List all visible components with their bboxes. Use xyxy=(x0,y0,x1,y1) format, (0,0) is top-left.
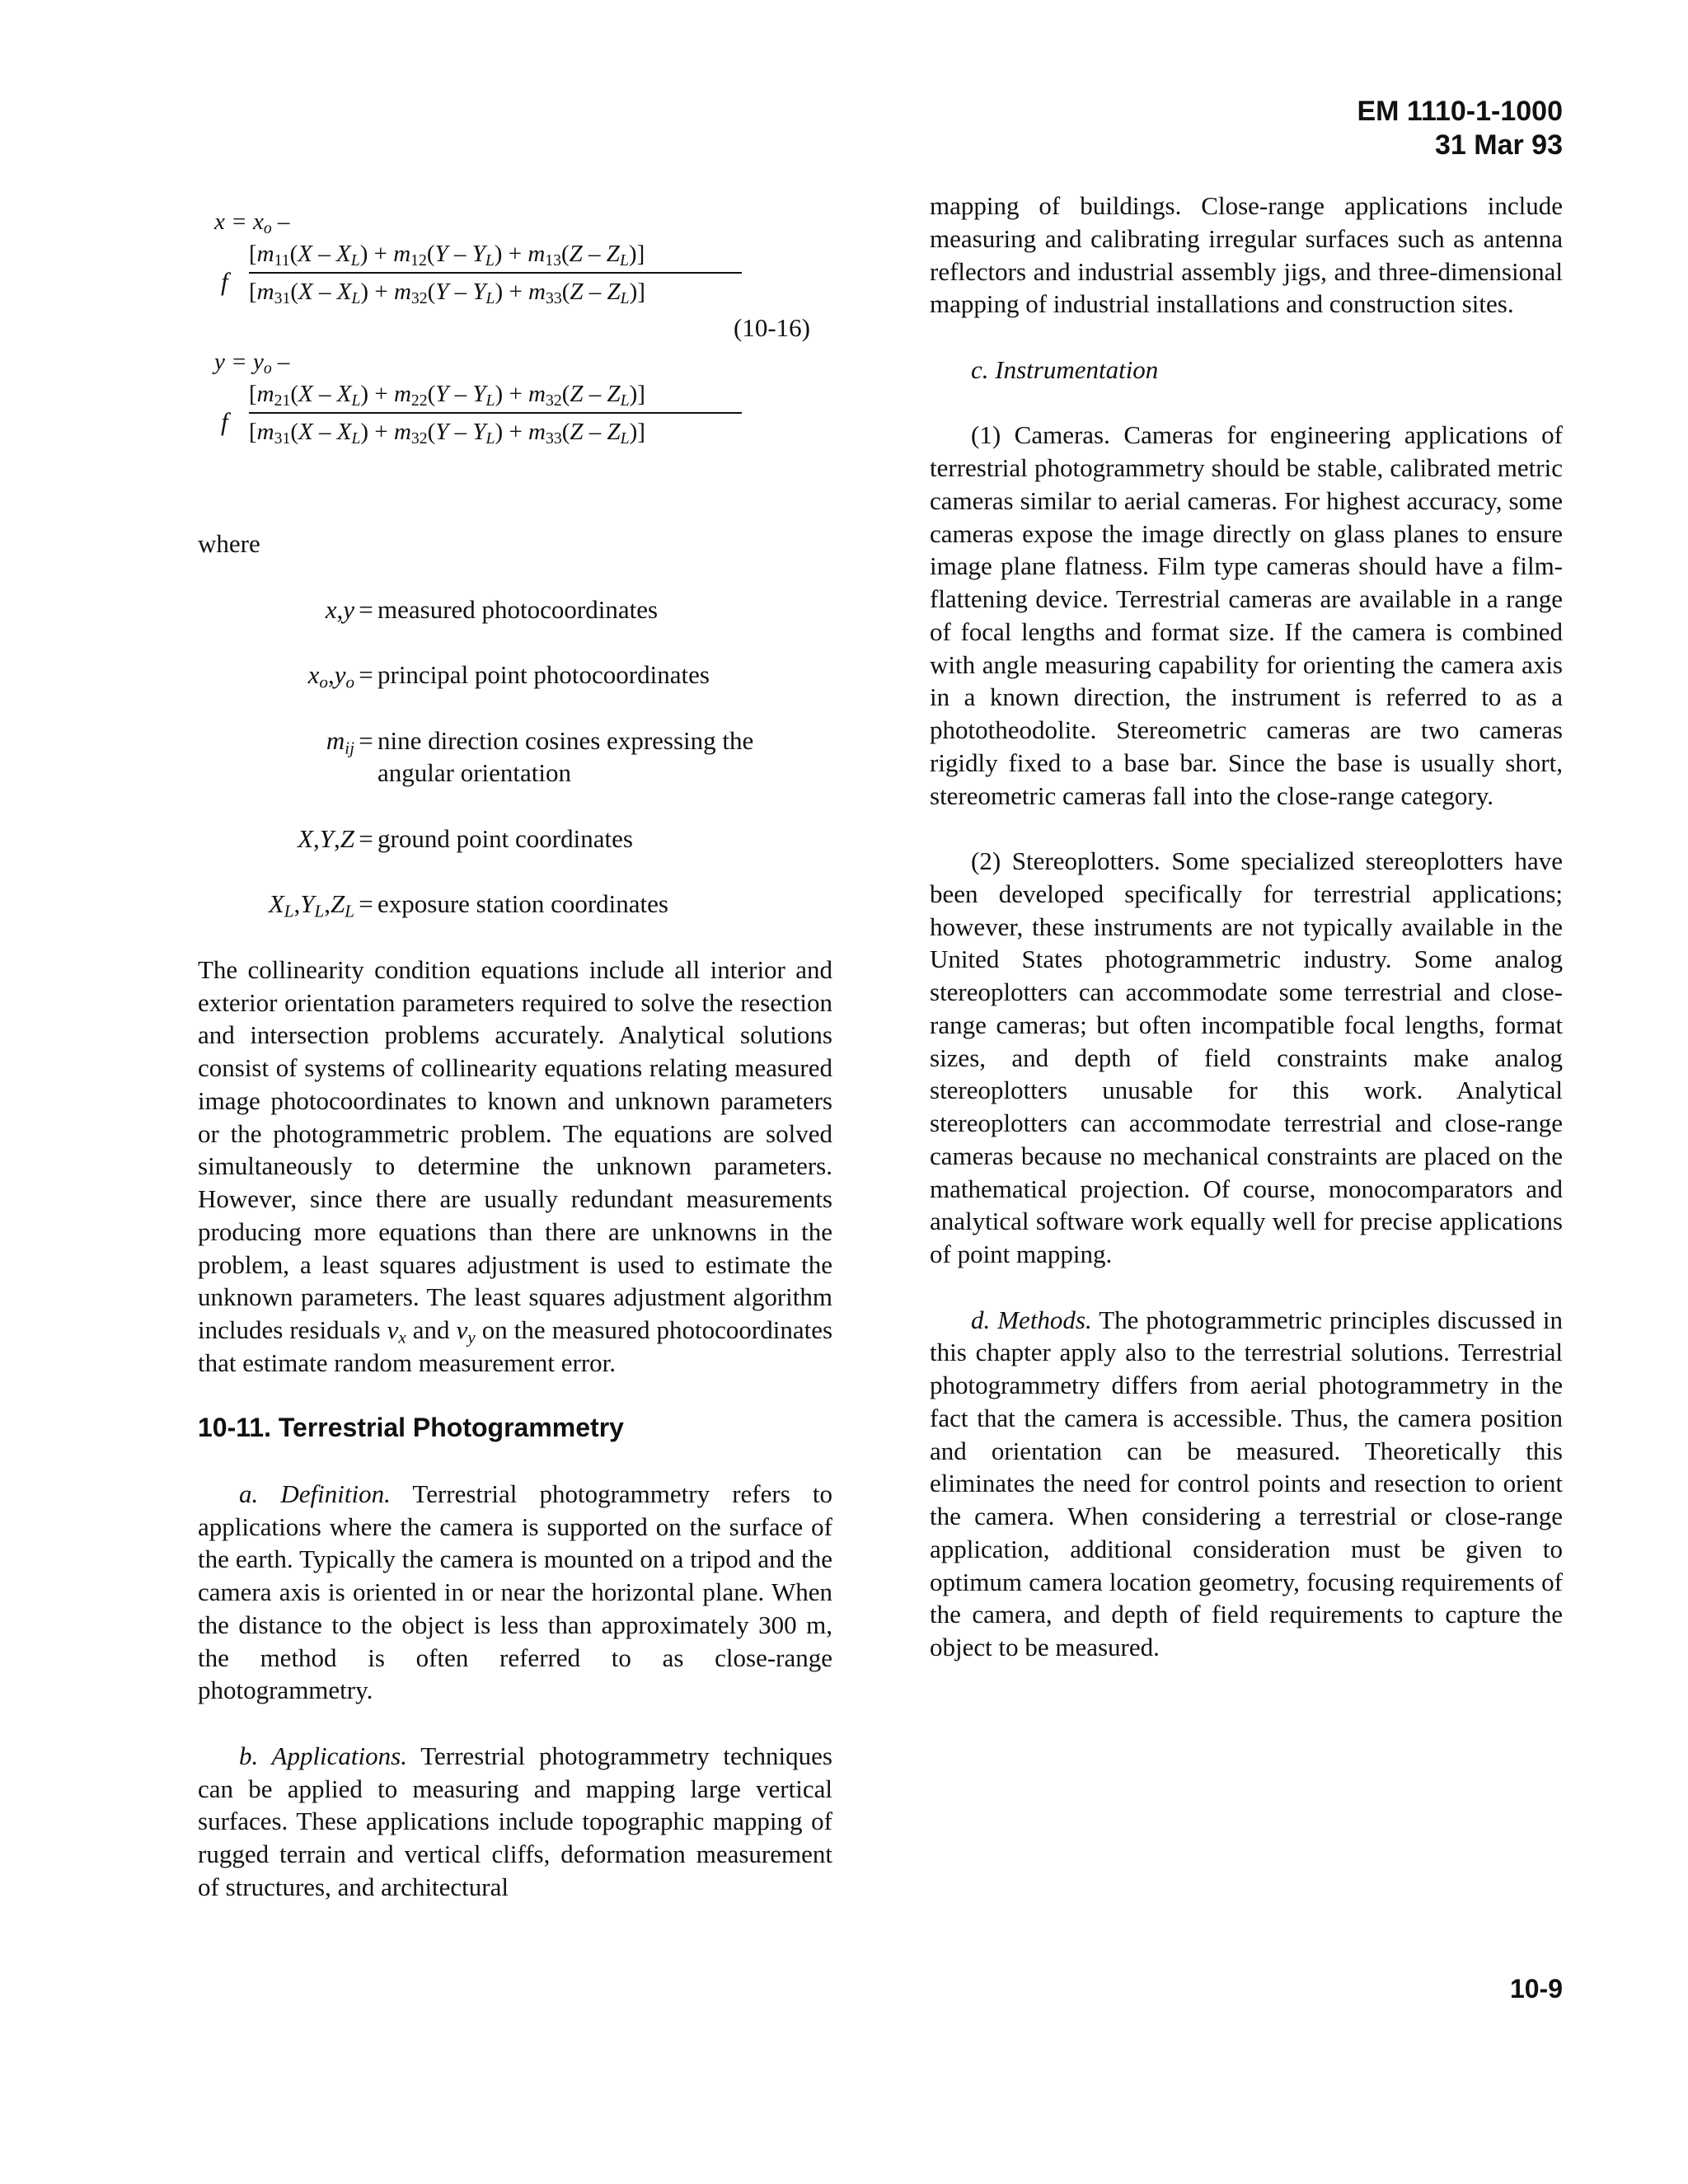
cameras-label: (1) Cameras. xyxy=(971,420,1110,450)
methods-paragraph: d. Methods. The photogrammetric principles discussed in this chapter apply also to the terrestrial solutions. Terrestrial photogrammetry differs from aerial photogrammetry in the fact that the camera is accessible. Thus, the camera position and orientation can be measured. Theoretically this eliminates the need for control points and resection to orient the camera. When considering a terrestrial or close-range application, additional consideration must be given to optimum camera location geometry, focusing requirements of the camera, and depth of field requirements to capture the object to be measured. xyxy=(930,1305,1563,1661)
methods-label: d. Methods. xyxy=(971,1305,1092,1334)
instrumentation-heading: c. Instrumentation xyxy=(971,354,1159,384)
definition-xl-yl-zl: $X_L,Y_L,Z_L$ = exposure station coordinates xyxy=(268,889,668,921)
where-label: where xyxy=(198,529,260,558)
collinearity-equations xyxy=(198,190,832,462)
stereoplotters-label: (2) Stereoplotters. xyxy=(971,846,1160,875)
x-equation-lhs: $x = x_o$ – xyxy=(214,209,290,237)
definition-mij: $m_{ij}$ = nine direction cosines expressing the angular orientation xyxy=(326,725,754,788)
page-number: 10-9 xyxy=(1509,1974,1563,2004)
collinearity-paragraph: The collinearity condition equations include all interior and exterior orientation parameters required to solve the resection and intersection problems accurately. Analytical solutions consist of systems of collinearity equations relating measured image photocoordinates to known and unknown parameters or the photogrammetric problem. The equations are solved simultaneously to determine the unknown parameters. However, since there are usually redundant measurements producing more equations than there are unknowns in the problem, a least squares adjustment is used to estimate the unknown parameters. The least squares adjustment algorithm includes residuals $v_x$ and $v_y$ on the measured photocoordinates that estimate random measurement error. xyxy=(198,954,833,1377)
document-id: EM 1110-1-1000 xyxy=(1357,96,1563,127)
applications-paragraph: b. Applications. Terrestrial photogrammetry techniques can be applied to measuring and mapping large vertical surfaces. These applications include topographic mapping of rugged terrain and vertical cliffs, deformation measurement of structures, and architectural xyxy=(198,1741,832,1901)
symbol-definitions xyxy=(198,593,832,921)
page-header xyxy=(1357,95,1563,162)
y-equation-lhs: $y = y_o$ – xyxy=(214,349,290,377)
cameras-paragraph: (1) Cameras. Cameras for engineering applications of terrestrial photogrammetry should be stable, calibrated metric cameras similar to aerial cameras. For highest accuracy, some cameras expose the image directly on glass planes to ensure image plane flatness. Film type cameras should have a film-flattening device. Terrestrial cameras are available in a range of focal lengths and format size. If the camera is combined with angle measuring capability for orienting the camera axis in a known direction, the instrument is referred to as a phototheodolite. Stereometric cameras are two cameras rigidly fixed to a base bar. Since the base is usually short, stereometric cameras fall into the close-range category. xyxy=(930,420,1563,810)
applications-continued: mapping of buildings. Close-range applications include measuring and calibrating irregular surfaces such as antenna reflectors and industrial assembly jigs, and three-dimensional mapping of industrial installations and construction sites. xyxy=(930,191,1563,319)
section-heading: 10-11. Terrestrial Photogrammetry xyxy=(198,1413,624,1443)
y-fraction: $[m_{21}(X - X_L) + m_{22}(Y - Y_L) + m_{32}(Z - Z_L)]$ $[m_{31}(X - X_L) + m_{32}(Y - Y_L) + m_{33}(Z - Z_L)]$ xyxy=(249,377,742,448)
left-column xyxy=(198,190,832,1904)
y-focal-length: f xyxy=(221,407,228,436)
definition-paragraph: a. Definition. Terrestrial photogrammetry refers to applications where the camera is supported on the surface of the earth. Typically the camera is mounted on a tripod and the camera axis is oriented in or near the horizontal plane. When the distance to the object is less than approximately 300 m, the method is often referred to as close-range photogrammetry. xyxy=(198,1479,832,1705)
definition-label: a. Definition. xyxy=(239,1479,391,1508)
definition-xo-yo: $x_o,y_o$ = principal point photocoordinates xyxy=(307,660,710,692)
definition-xyz: X,Y,Z = ground point coordinates xyxy=(298,823,633,853)
x-focal-length: f xyxy=(221,267,228,296)
stereoplotters-paragraph: (2) Stereoplotters. Some specialized stereoplotters have been developed specifically for terrestrial applications; however, these instruments are not typically available in the United States photogrammetric industry. Some analog stereoplotters can accommodate some terrestrial and close-range cameras; but often incompatible focal lengths, format sizes, and depth of field constraints make analog stereoplotters unusable for this work. Analytical stereoplotters can accommodate terrestrial and close-range cameras because no mechanical constraints are placed on the mathematical projection. Of course, monocomparators and analytical software work equally well for precise applications of point mapping. xyxy=(930,846,1564,1268)
applications-label: b. Applications. xyxy=(239,1741,407,1770)
definition-xy: x,y = measured photocoordinates xyxy=(325,594,659,624)
x-fraction: $[m_{11}(X - X_L) + m_{12}(Y - Y_L) + m_{13}(Z - Z_L)]$ $[m_{31}(X - X_L) + m_{32}(Y - Y_L) + m_{33}(Z - Z_L)]$ xyxy=(249,237,742,308)
equation-number: (10-16) xyxy=(734,313,810,342)
right-column xyxy=(930,190,1563,1664)
document-date: 31 Mar 93 xyxy=(1435,129,1563,161)
